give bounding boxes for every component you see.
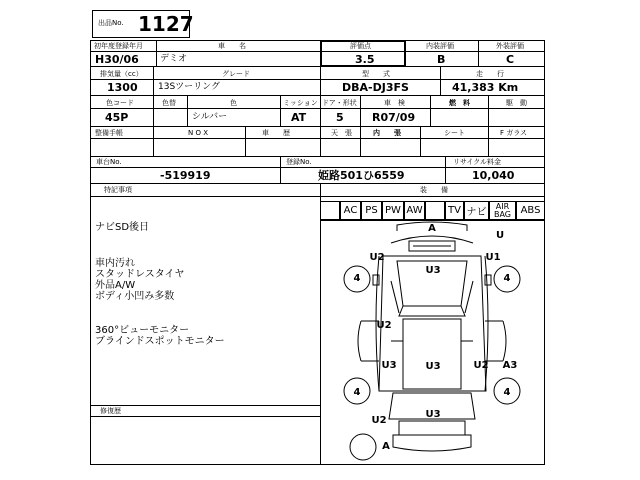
roof-label: 天 張 [331, 129, 352, 137]
glass-label: F ガラス [500, 129, 528, 137]
col-divider [280, 95, 281, 126]
damage-mark: U3 [425, 361, 441, 372]
col-divider [445, 156, 446, 183]
doors: 5 [336, 111, 344, 124]
equipment-item [320, 201, 340, 220]
color-change-label: 色替 [162, 99, 176, 107]
exterior-grade: C [506, 53, 515, 66]
chassis-number: -519919 [160, 169, 211, 182]
damage-mark: U2 [473, 360, 489, 371]
registration-number: 姫路501ひ6559 [318, 169, 405, 182]
seat-label: シート [444, 129, 465, 137]
grade-label: グレード [222, 70, 250, 78]
lot-number: 1127 [138, 12, 194, 36]
col-divider [488, 126, 489, 156]
damage-mark: U3 [381, 360, 397, 371]
drive-label: 駆 動 [506, 99, 527, 107]
note-line: スタッドレスタイヤ [95, 269, 185, 280]
col-divider [430, 95, 431, 126]
damage-mark: U2 [371, 415, 387, 426]
recycle-label: リサイクル料金 [453, 158, 502, 166]
col-divider [420, 126, 421, 156]
year-label: 初年度登録年月 [94, 42, 143, 50]
damage-mark: 4 [353, 387, 361, 398]
model-code: DBA-DJ3FS [342, 81, 409, 94]
displacement-label: 排気量（cc） [100, 70, 143, 78]
row-divider [90, 138, 545, 139]
equipment-item: TV [445, 201, 464, 220]
model-label: 型 式 [362, 70, 390, 78]
damage-mark: U3 [425, 409, 441, 420]
damage-mark: U3 [425, 265, 441, 276]
equipment-item: AW [404, 201, 425, 220]
note-line: 外品A/W [95, 280, 136, 291]
damage-mark: U2 [376, 320, 392, 331]
equipment-item: PS [361, 201, 382, 220]
col-divider [153, 66, 154, 95]
mileage: 41,383 Km [452, 81, 519, 94]
manual-label: 整備手帳 [95, 129, 123, 137]
damage-mark: 4 [353, 273, 361, 284]
equipment-item: AC [340, 201, 361, 220]
nox-label: N O X [188, 129, 208, 137]
damage-mark: U1 [485, 252, 501, 263]
col-divider [320, 66, 321, 95]
interior-grade-label: 内装評価 [426, 42, 454, 50]
row-divider [90, 196, 545, 197]
score-label: 評価点 [350, 42, 371, 50]
color-label: 色 [230, 99, 237, 107]
col-divider [280, 156, 281, 183]
equipment-item: ナビ [464, 201, 489, 220]
row-divider [90, 126, 545, 127]
first-registration: H30/06 [95, 53, 139, 66]
body-color: シルバー [192, 112, 228, 122]
inspection-label: 車 検 [384, 99, 405, 107]
interior-grade: B [437, 53, 446, 66]
lot-number-label: 出品No. [98, 19, 124, 27]
doors-label: ドア・形状 [322, 99, 357, 107]
col-divider [488, 95, 489, 126]
col-divider [360, 126, 361, 156]
interior-trim-label: 内 張 [373, 129, 401, 137]
registration-label: 登録No. [286, 158, 312, 166]
damage-mark: A3 [502, 360, 518, 371]
repair-history-title: 修復歴 [100, 407, 121, 415]
row-divider [90, 167, 545, 168]
row-divider [90, 95, 545, 96]
history-label: 車 歴 [262, 129, 290, 137]
note-line: ブラインドスポットモニター [95, 336, 225, 347]
damage-mark: A [382, 441, 390, 452]
car-diagram [321, 221, 544, 464]
damage-mark: U2 [369, 252, 385, 263]
col-divider [156, 40, 157, 66]
equipment-title: 装 備 [420, 186, 448, 194]
col-divider [245, 126, 246, 156]
name-label: 車 名 [218, 42, 246, 50]
row-divider [90, 108, 545, 109]
col-divider [320, 95, 321, 126]
car-name: デミオ [160, 54, 188, 64]
col-divider [440, 66, 441, 95]
grade: 13Sツーリング [158, 82, 220, 92]
transmission: AT [291, 111, 307, 124]
note-line: ナビSD後日 [95, 222, 150, 233]
equipment-item: ABS [516, 201, 545, 220]
row-divider [90, 79, 545, 80]
damage-mark: 4 [503, 387, 511, 398]
damage-mark: A [428, 223, 436, 234]
note-line: 360°ビューモニター [95, 325, 190, 336]
equipment-item: PW [382, 201, 404, 220]
row-divider [90, 66, 545, 67]
col-divider [153, 95, 154, 126]
notes-title: 特記事項 [104, 186, 132, 194]
col-divider [478, 40, 479, 66]
color-code-label: 色コード [106, 99, 134, 107]
row-divider [90, 405, 320, 406]
inspection-date: R07/09 [372, 111, 416, 124]
damage-mark: U [495, 230, 505, 241]
col-divider [360, 95, 361, 126]
fuel-label: 燃 料 [449, 99, 470, 107]
row-divider [90, 183, 545, 184]
row-divider [90, 156, 545, 157]
note-line: 車内汚れ [95, 258, 135, 269]
col-divider [153, 126, 154, 156]
row-divider [90, 51, 545, 52]
equipment-item [425, 201, 445, 220]
color-code: 45P [105, 111, 129, 124]
displacement: 1300 [107, 81, 138, 94]
col-divider [320, 126, 321, 156]
exterior-grade-label: 外装評価 [496, 42, 524, 50]
row-divider [90, 416, 320, 417]
recycle-fee: 10,040 [472, 169, 515, 182]
chassis-label: 車台No. [96, 158, 122, 166]
overall-score: 3.5 [355, 53, 375, 66]
mileage-label: 走 行 [476, 70, 504, 78]
col-divider [187, 95, 188, 126]
damage-mark: 4 [503, 273, 511, 284]
equipment-item: AIR BAG [489, 201, 516, 220]
mission-label: ミッション [283, 99, 318, 107]
note-line: ボディ小凹み多数 [95, 291, 175, 302]
